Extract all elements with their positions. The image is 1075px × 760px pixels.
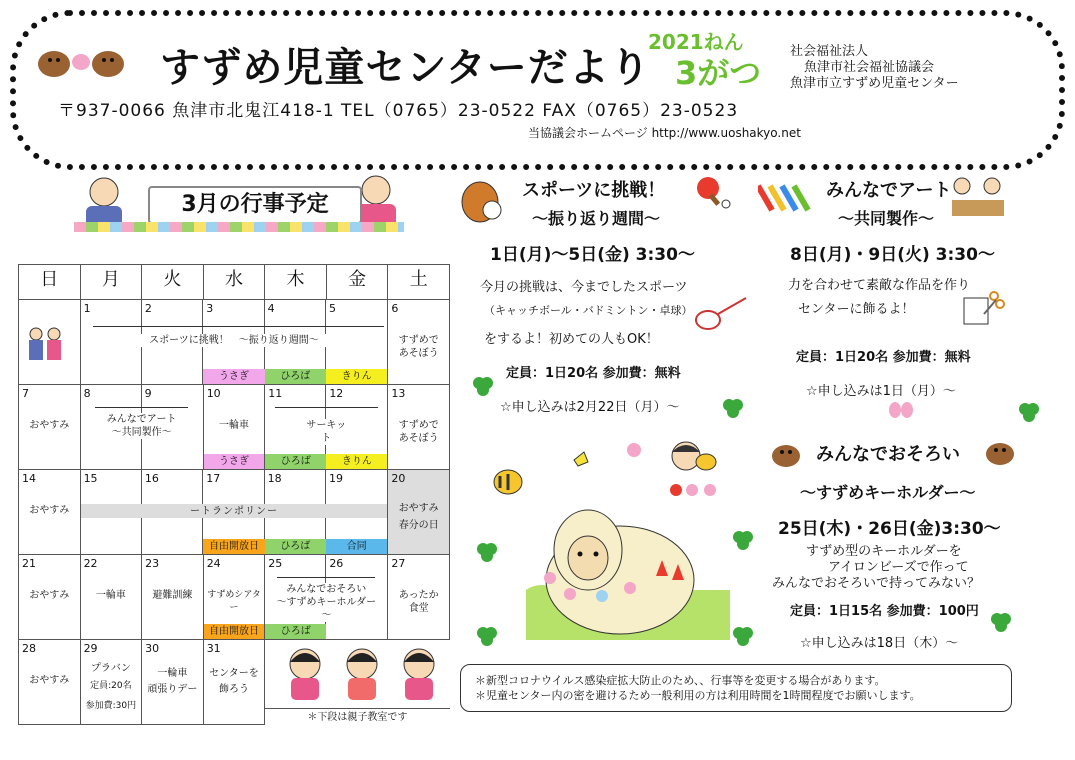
day-number: 15 <box>83 472 98 485</box>
event-art: みんなでアート ～共同製作～ <box>90 413 193 439</box>
weekday-sat: 土 <box>388 265 450 300</box>
clover-icon <box>474 624 500 654</box>
day-number: 5 <box>329 302 336 315</box>
ping-pong-icon <box>692 174 732 214</box>
art-title: みんなでアート <box>826 180 952 201</box>
day-cell <box>203 555 265 640</box>
children-drawing-icon <box>946 174 1010 222</box>
art-apply: ☆申し込みは1日（月）～ <box>806 384 956 399</box>
week-2-circuit-span <box>265 385 388 470</box>
tag-hiroba: ひろば <box>265 539 326 554</box>
keyholder-desc-2: アイロンビーズで作って <box>828 560 969 575</box>
sports-title: スポーツに挑戦！ <box>522 180 666 201</box>
art-date: 8日(月)・9日(火) 3:30～ <box>790 245 995 265</box>
art-subtitle: ～共同製作～ <box>838 209 935 228</box>
sports-apply: ☆申し込みは2月22日（月）～ <box>500 400 680 415</box>
day-number: 9 <box>144 387 152 400</box>
art-desc-2: センターに飾るよ！ <box>798 302 915 317</box>
bunting-decoration <box>74 222 404 232</box>
day-number: 26 <box>329 557 344 570</box>
badminton-racket-icon <box>690 294 750 338</box>
keyholder-apply: ☆申し込みは18日（木）～ <box>800 636 959 651</box>
clover-icon <box>988 610 1014 640</box>
butterfly-icon <box>888 400 914 426</box>
org-line-2: 魚津市社会福祉協議会 <box>804 60 935 75</box>
tag-usagi: うさぎ <box>204 454 265 469</box>
event-unicycle: 一輪車 <box>95 590 126 601</box>
day-cell <box>388 385 450 470</box>
art-capacity: 定員：1日20名 参加費：無料 <box>796 350 971 365</box>
event-capacity: 定員:20名 <box>90 681 132 691</box>
day-number: 11 <box>268 387 283 400</box>
event-keyholder: みんなでおそろい ～すずめキーホルダー～ <box>273 583 381 622</box>
day-cell <box>19 470 81 555</box>
closed-label: おやすみ <box>29 505 70 516</box>
weekday-sun: 日 <box>19 265 81 300</box>
sports-date: 1日(月)～5日(金) 3:30～ <box>490 245 695 265</box>
clover-icon <box>1016 400 1042 430</box>
weekday-header-row <box>19 265 450 300</box>
day-cell <box>19 300 81 385</box>
closed-label: おやすみ <box>29 420 70 431</box>
org-line-1: 社会福祉法人 <box>790 44 869 59</box>
event-plaban: プラバン <box>90 663 131 674</box>
day-number: 6 <box>391 302 399 315</box>
day-cell <box>388 470 450 555</box>
calendar-week-3 <box>19 470 450 555</box>
event-suzume-asobou: すずめで あそぼう <box>398 335 439 359</box>
day-number: 30 <box>145 642 160 655</box>
day-number: 17 <box>206 472 221 485</box>
week-1-span <box>80 300 388 385</box>
event-fee: 参加費:30円 <box>85 701 137 711</box>
hina-dolls-icon <box>277 644 447 702</box>
day-number: 16 <box>144 472 159 485</box>
day-number: 25 <box>268 557 283 570</box>
sports-capacity: 定員：1日20名 参加費：無料 <box>506 366 681 381</box>
calendar-footnote: ＊下段は親子教室です <box>265 708 449 724</box>
day-cell <box>142 555 204 640</box>
event-unicycle-day: 一輪車 頑張りデー <box>147 668 198 695</box>
address-line: 〒937-0066 魚津市北鬼江418-1 TEL（0765）23-0522 FAX（0765）23-0523 <box>58 101 739 121</box>
day-number: 29 <box>83 642 98 655</box>
event-unicycle: 一輪車 <box>218 420 249 431</box>
calendar-week-5 <box>19 640 450 725</box>
closed-label: おやすみ <box>29 590 70 601</box>
clover-icon <box>730 624 756 654</box>
day-cell <box>80 555 142 640</box>
keyholder-date: 25日(木)・26日(金)3:30～ <box>778 519 1001 539</box>
day-number: 12 <box>329 387 344 400</box>
keyholder-desc-3: みんなでおそろいで持ってみない？ <box>772 576 981 591</box>
day-number: 14 <box>22 472 36 485</box>
sparrow-icon <box>36 42 126 86</box>
event-evacuation-drill: 避難訓練 <box>152 590 193 601</box>
calendar-week-4 <box>19 555 450 640</box>
newsletter-title: すずめ児童センターだより <box>160 45 651 91</box>
keyholder-desc-1: すずめ型のキーホルダーを <box>806 544 962 559</box>
notice-line-1: ＊新型コロナウイルス感染症拡大防止のため、、行事等を変更する場合があります。 <box>475 674 886 687</box>
sports-desc-1: 今月の挑戦は、今までしたスポーツ <box>480 280 688 295</box>
tag-joint: 合同 <box>326 539 387 554</box>
tag-kirin: きりん <box>326 369 387 384</box>
day-number: 1 <box>83 302 91 315</box>
day-cell <box>388 300 450 385</box>
day-number: 7 <box>22 387 29 400</box>
closed-label: おやすみ <box>29 675 70 686</box>
sparrow-icon <box>984 438 1016 470</box>
organization <box>790 44 959 92</box>
events-title: 3月の行事予定 <box>148 186 362 224</box>
sports-desc-2: （キャッチボール・バドミントン・卓球） <box>484 304 693 317</box>
day-cell <box>203 385 265 470</box>
day-number: 4 <box>267 302 275 315</box>
tag-hiroba: ひろば <box>265 454 326 469</box>
clover-icon <box>470 374 496 404</box>
day-number: 19 <box>329 472 343 485</box>
calendar-week-1 <box>19 300 450 385</box>
sports-desc-3: をするよ！初めての人もOK！ <box>484 332 659 347</box>
day-number: 20 <box>391 472 406 485</box>
event-trampoline: ートランポリンー <box>189 506 278 517</box>
week-4-keyholder-span <box>265 555 388 640</box>
issue-month: 3がつ <box>675 54 762 92</box>
tag-hiroba: ひろば <box>265 369 326 384</box>
day-cell <box>142 640 204 725</box>
homepage-link[interactable]: 当協議会ホームページ http://www.uoshakyo.net <box>528 126 801 140</box>
clover-icon <box>474 540 500 570</box>
tag-free-open: 自由開放日 <box>204 624 265 639</box>
day-number: 21 <box>22 557 36 570</box>
day-number: 24 <box>206 557 221 570</box>
day-number: 31 <box>206 642 221 655</box>
day-number: 10 <box>206 387 221 400</box>
day-number: 8 <box>83 387 91 400</box>
event-warm-cafeteria: あったか 食堂 <box>398 590 439 614</box>
art-desc-1: 力を合わせて素敵な作品を作り <box>788 278 971 293</box>
event-suzume-asobou: すずめで あそぼう <box>398 420 439 444</box>
notice-box <box>460 664 1012 712</box>
keyholder-subtitle: ～すずめキーホルダー～ <box>800 483 976 502</box>
org-line-3: 魚津市立すずめ児童センター <box>790 76 959 91</box>
day-number: 3 <box>206 302 214 315</box>
crayons-icon <box>758 178 814 222</box>
weekday-tue: 火 <box>142 265 204 300</box>
holiday-label: おやすみ 春分の日 <box>398 503 439 531</box>
clover-icon <box>730 528 756 558</box>
event-sports-week: スポーツに挑戦！ ～振り返り週間～ <box>111 334 356 347</box>
day-number: 23 <box>145 557 160 570</box>
day-cell <box>203 640 265 725</box>
notice-line-2: ＊児童センター内の密を避けるため一般利用の方は利用時間を1時間程度でお願いします。 <box>475 689 921 702</box>
hina-dolls-icon <box>25 322 65 366</box>
keyholder-capacity: 定員：1日15名 参加費：100円 <box>790 604 979 619</box>
tag-kirin: きりん <box>326 454 387 469</box>
day-number: 28 <box>22 642 36 655</box>
day-cell <box>19 385 81 470</box>
week-2-art-span <box>80 385 203 470</box>
sparrow-icon <box>770 440 802 472</box>
spring-illustration <box>480 430 760 664</box>
day-number: 2 <box>144 302 152 315</box>
day-cell <box>80 640 142 725</box>
event-theater: すずめシアター <box>207 590 261 613</box>
issue-year: 2021ねん <box>648 30 744 54</box>
sports-subtitle: ～振り返り週間～ <box>532 209 661 228</box>
tag-free-open: 自由開放日 <box>203 539 264 554</box>
keyholder-title: みんなでおそろい <box>816 444 960 465</box>
hina-illustration-cell <box>265 640 450 725</box>
day-cell <box>19 555 81 640</box>
day-number: 27 <box>391 557 406 570</box>
calendar-week-2 <box>19 385 450 470</box>
scissors-icon <box>962 288 1006 332</box>
clover-icon <box>720 396 746 426</box>
weekday-thu: 木 <box>265 265 327 300</box>
weekday-wed: 水 <box>203 265 265 300</box>
event-circuit: サーキット <box>302 419 351 445</box>
weekday-fri: 金 <box>326 265 388 300</box>
event-decorate-center: センターを 飾ろう <box>209 668 259 695</box>
week-3-trampoline-span <box>80 470 388 555</box>
tag-hiroba: ひろば <box>265 624 326 639</box>
day-number: 18 <box>267 472 282 485</box>
weekday-mon: 月 <box>80 265 142 300</box>
day-number: 22 <box>83 557 98 570</box>
tag-usagi: うさぎ <box>203 369 264 384</box>
baseball-glove-icon <box>460 180 506 228</box>
day-cell <box>19 640 81 725</box>
event-calendar <box>18 264 450 725</box>
day-cell <box>388 555 450 640</box>
day-number: 13 <box>391 387 406 400</box>
